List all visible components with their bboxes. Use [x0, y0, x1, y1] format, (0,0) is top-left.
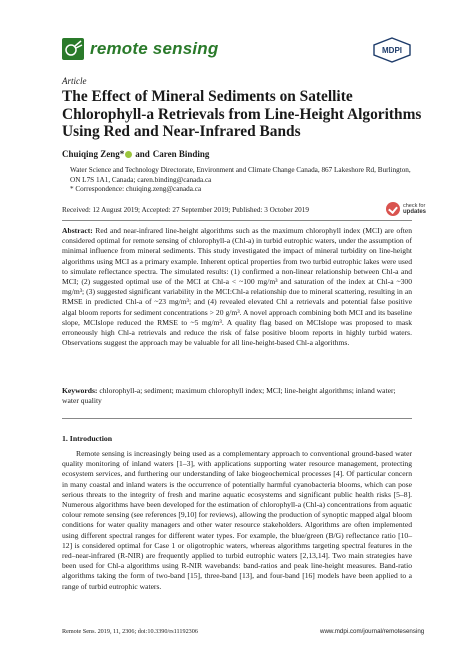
corresponding-marker: *: [119, 149, 125, 159]
footer-url[interactable]: www.mdpi.com/journal/remotesensing: [320, 628, 425, 635]
introduction-text: Remote sensing is increasingly being used as a complementary approach to conventional ground-based water quality monitoring of inland waters [1–3], with applications supporting water resource management, protecting ecosystem services, and furthering our understanding of lake biogeochemical processes [4]. Of particular concern in many coastal and inland waters is the occurrence of potentially harmful cyanobacteria blooms, which can pose serious threats to the integrity of fresh and marine aquatic ecosystems and significant public health risks [5–8]. Numerous algorithms have been developed for the estimation of chlorophyll-a (Chl-a) concentrations from aquatic colour remote sensing (see references [9,10] for reviews), allowing the production of synoptic mapped algal bloom conditions for water quality managers and other water resource stakeholders. Algorithms are often implemented using different spectral ranges for different water types. For example, the blue/green (B/G) reflectance ratio [10–12] is considered optimal for Case 1 or oligotrophic waters, whereas algorithms targeting spectral features in the red–near-infrared (R-NIR) are frequently applied to turbid eutrophic waters [2,13,14]. Two main strategies have been used for Chl-a algorithms using R-NIR wavebands: band-ratios and peak line-height measures. Band-ratio algorithms taking the form of two-band [15], three-band [13], and four-band [16] models have been applied to a range of turbid eutrophic waters.: [62, 449, 412, 591]
check-updates-line2: updates: [403, 209, 427, 215]
author-connector: and: [135, 149, 150, 159]
correspondence: * Correspondence: chuiqing.zeng@canada.ca: [70, 185, 202, 193]
author-second[interactable]: Caren Binding: [152, 149, 210, 159]
abstract-label: Abstract:: [62, 226, 93, 235]
journal-logo-icon: [62, 38, 84, 60]
abstract: [62, 226, 412, 348]
keywords: [62, 386, 412, 406]
journal-name: remote sensing: [90, 39, 219, 58]
author-first[interactable]: Chuiqing Zeng: [62, 149, 120, 159]
mdpi-logo-icon: [372, 37, 412, 63]
keywords-label: Keywords:: [62, 386, 98, 395]
orcid-icon[interactable]: [125, 151, 132, 158]
keywords-text: chlorophyll-a; sediment; maximum chlorophyll index; MCI; line-height algorithms; inland water; water quality: [62, 386, 396, 406]
check-for-updates-button[interactable]: [386, 198, 430, 220]
author-list: [62, 149, 209, 159]
abstract-text: Red and near-infrared line-height algorithms such as the maximum chlorophyll index (MCI) are often considered optimal for remote sensing of chlorophyll-a (Chl-a) in turbid eutrophic waters, under the assumption of minimal influence from mineral sediments. This study investigated the impact of mineral turbidity on line-height algorithms using MCI as a primary example. Inherent optical properties from two turbid eutrophic lakes were used to simulate reflectance spectra. The simulated results: (1) confirmed a non-linear relationship between Chl-a and MCI; (2) suggested optimal use of the MCI at Chl-a < ~100 mg/m³ and saturation of the index at Chl-a ~300 mg/m³; (3) suggested significant variability in the MCI:Chl-a relationship due to mineral scattering, resulting in an RMSE in predicted Chl-a of ~23 mg/m³; and (4) revealed elevated Chl a retrievals and potential false positive algal bloom reports for sediment concentrations > 20 g/m³. A novel approach combining both MCI and its baseline slope, MCIslope reduced the RMSE to ~5 mg/m³. A quality flag based on MCIslope was proposed to mask erroneously high Chl-a retrievals and reduce the risk of false positive bloom reports in highly turbid waters. Observations suggest the approach may be valuable for all line-height-based Chl-a algorithms.: [62, 226, 412, 348]
footer-citation: Remote Sens. 2019, 11, 2306; doi:10.3390/rs11192306: [62, 628, 198, 635]
divider-top: [62, 220, 412, 221]
paper-title: The Effect of Mineral Sediments on Satellite Chlorophyll-a Retrievals from Line-Height Algorithms Using Red and Near-Infrared Bands: [62, 88, 422, 140]
section-heading: 1. Introduction: [62, 434, 113, 443]
publisher-name: MDPI: [382, 46, 402, 55]
article-type: Article: [62, 76, 87, 86]
publication-dates: Received: 12 August 2019; Accepted: 27 September 2019; Published: 3 October 2019: [62, 206, 309, 214]
check-updates-icon: [386, 202, 400, 216]
check-updates-line1: check for: [403, 202, 426, 209]
affiliation: Water Science and Technology Directorate, Environment and Climate Change Canada, 867 Lakeshore Rd, Burlington, ON L7S 1A1, Canada; caren.binding@canada.ca: [70, 166, 411, 184]
journal-header: [62, 38, 218, 60]
divider-bottom: [62, 418, 412, 419]
